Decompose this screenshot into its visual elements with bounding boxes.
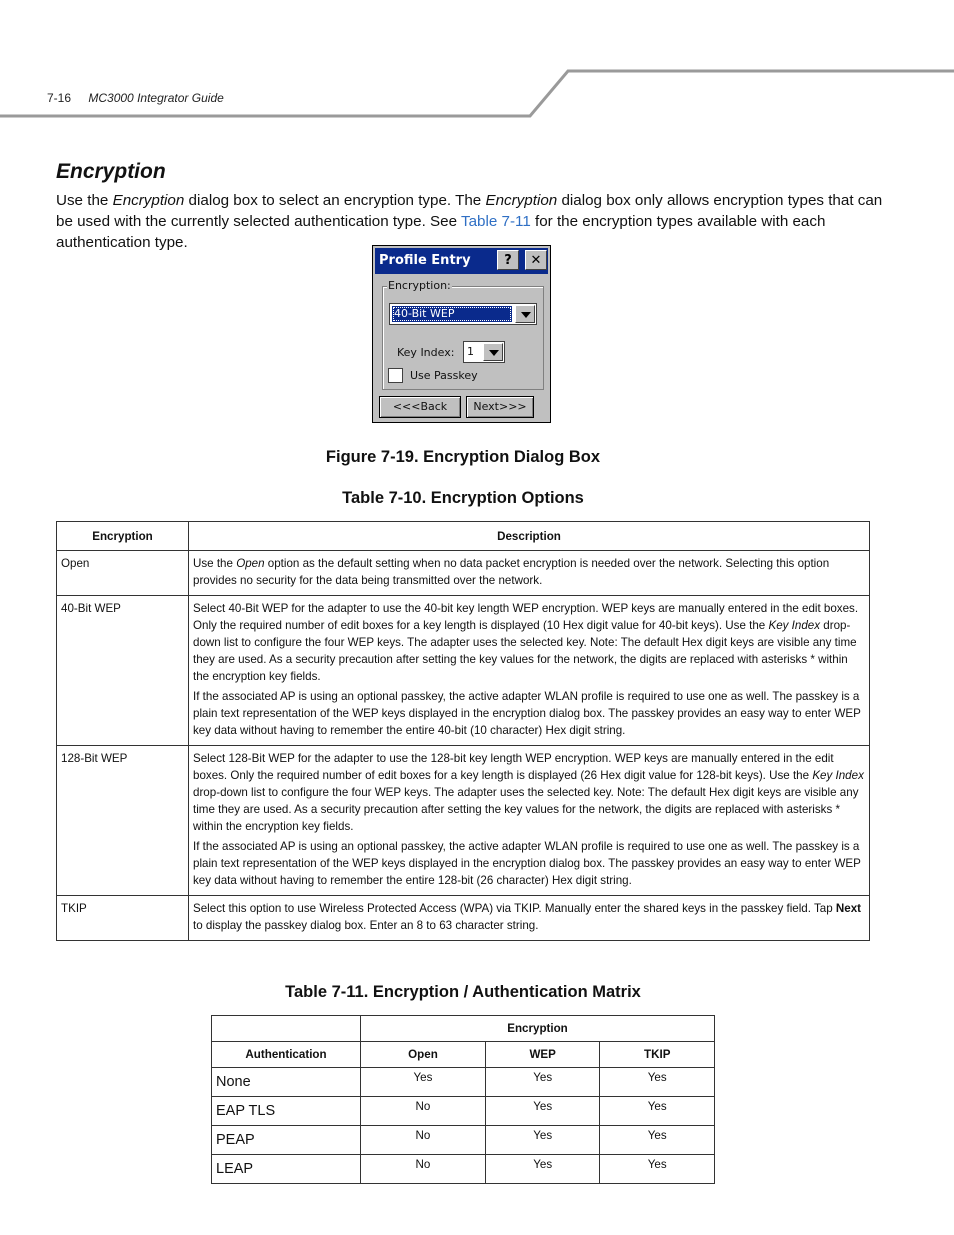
matrix-cell: No [361, 1126, 486, 1155]
encryption-group-label: Encryption: [388, 279, 451, 292]
authentication-header: Authentication [212, 1042, 361, 1068]
column-header: TKIP [600, 1042, 715, 1068]
next-button[interactable]: Next>>> [466, 396, 534, 418]
page-number: 7-16 [47, 91, 72, 105]
intro-text: Use the [56, 192, 113, 209]
matrix-cell: Yes [485, 1068, 600, 1097]
encryption-select[interactable] [389, 303, 537, 325]
table-row [212, 1068, 715, 1097]
matrix-cell: Yes [600, 1155, 715, 1184]
table-row [57, 596, 870, 746]
matrix-cell: Yes [485, 1155, 600, 1184]
encryption-group-header: Encryption [361, 1016, 715, 1042]
dialog-titlebar [375, 248, 548, 274]
table-row [212, 1155, 715, 1184]
matrix-cell: Yes [600, 1126, 715, 1155]
encryption-options-table [56, 521, 870, 941]
dialog-title: Profile Entry [379, 253, 471, 268]
table-7-10-caption: Table 7-10. Encryption Options [342, 489, 584, 507]
intro-text: for the encryption types available with each authentication type. [56, 213, 826, 251]
table-7-11-link[interactable]: Table 7-11 [460, 213, 531, 230]
key-index-label: Key Index: [397, 346, 455, 359]
matrix-cell: Yes [600, 1068, 715, 1097]
encryption-name: Open [57, 551, 189, 596]
encryption-authentication-matrix [211, 1015, 715, 1184]
table-row [57, 896, 870, 941]
help-button[interactable]: ? [497, 250, 519, 270]
key-index-select[interactable] [463, 341, 505, 363]
matrix-cell: Yes [361, 1068, 486, 1097]
doc-title: MC3000 Integrator Guide [88, 91, 224, 105]
use-passkey-label: Use Passkey [410, 369, 478, 382]
page-header [47, 91, 224, 105]
column-header: Encryption [57, 522, 189, 551]
intro-text: dialog box only allows encryption types that can be used with the currently selected authentication type. See [56, 192, 883, 230]
encryption-description: Select 128-Bit WEP for the adapter to use the 128-bit key length WEP encryption. WEP keys are manually entered in the edit boxes. Only the required number of edit boxes for a key length is displayed (26 Hex digit value for 128-bit keys). Use the Key Index drop-down list to configure the four WEP keys. The adapter uses the selected key. Note: The default Hex digit keys are visible any time they are used. As a security precaution after setting the key values for the network, the digits are replaced with asterisks * within the encryption key fields. If the associated AP is using an optional passkey, the active adapter WLAN profile is required to use one as well. The passkey is a plain text representation of the WEP keys displayed in the encryption dialog box. The passkey provides an easy way to enter WEP key data without having to remember the entire 128-bit (26 character) Hex digit string. [189, 746, 870, 896]
key-index-value: 1 [467, 345, 474, 358]
column-header: Description [189, 522, 870, 551]
encryption-select-value: 40-Bit WEP [392, 306, 512, 322]
matrix-cell: No [361, 1155, 486, 1184]
intro-emphasis: Encryption [485, 192, 558, 209]
encryption-group [382, 279, 544, 390]
encryption-description: Use the Open option as the default setting when no data packet encryption is needed over the network. Selecting this option provides no security for the data being transmitted over the network. [189, 551, 870, 596]
chevron-down-icon[interactable] [483, 343, 503, 361]
table-header-row [57, 522, 870, 551]
intro-text: dialog box to select an encryption type. The [184, 192, 486, 209]
table-7-11-caption: Table 7-11. Encryption / Authentication Matrix [285, 983, 641, 1001]
table-row [212, 1126, 715, 1155]
encryption-description: Select this option to use Wireless Protected Access (WPA) via TKIP. Manually enter the shared keys in the passkey field. Tap Next to display the passkey dialog box. Enter an 8 to 63 character string. [189, 896, 870, 941]
section-title: Encryption [56, 160, 166, 183]
table-row [212, 1097, 715, 1126]
encryption-name: 128-Bit WEP [57, 746, 189, 896]
intro-paragraph [56, 190, 886, 253]
chevron-down-icon[interactable] [515, 305, 535, 323]
intro-emphasis: Encryption [112, 192, 185, 209]
authentication-name: EAP TLS [212, 1097, 361, 1126]
table-header-row [212, 1042, 715, 1068]
close-button[interactable]: ✕ [525, 250, 547, 270]
matrix-cell: Yes [485, 1097, 600, 1126]
table-row [57, 551, 870, 596]
authentication-name: LEAP [212, 1155, 361, 1184]
use-passkey-checkbox[interactable] [388, 368, 403, 383]
table-header-row [212, 1016, 715, 1042]
encryption-name: 40-Bit WEP [57, 596, 189, 746]
empty-header-cell [212, 1016, 361, 1042]
profile-entry-dialog [372, 245, 551, 423]
table-row [57, 746, 870, 896]
authentication-name: None [212, 1068, 361, 1097]
matrix-cell: Yes [485, 1126, 600, 1155]
back-button[interactable]: <<<Back [379, 396, 461, 418]
authentication-name: PEAP [212, 1126, 361, 1155]
encryption-name: TKIP [57, 896, 189, 941]
encryption-description: Select 40-Bit WEP for the adapter to use the 40-bit key length WEP encryption. WEP keys are manually entered in the edit boxes. Only the required number of edit boxes for a key length is displayed (10 Hex digit value for 40-bit keys). Use the Key Index drop-down list to configure the four WEP keys. The adapter uses the selected key. Note: The default Hex digit keys are visible any time they are used. As a security precaution after setting the key values for the network, the digits are replaced with asterisks * within the encryption key fields. If the associated AP is using an optional passkey, the active adapter WLAN profile is required to use one as well. The passkey is a plain text representation of the WEP keys displayed in the encryption dialog box. The passkey provides an easy way to enter WEP key data without having to remember the entire 40-bit (10 character) Hex digit string. [189, 596, 870, 746]
column-header: Open [361, 1042, 486, 1068]
matrix-cell: Yes [600, 1097, 715, 1126]
column-header: WEP [485, 1042, 600, 1068]
matrix-cell: No [361, 1097, 486, 1126]
figure-caption: Figure 7-19. Encryption Dialog Box [325, 448, 601, 466]
